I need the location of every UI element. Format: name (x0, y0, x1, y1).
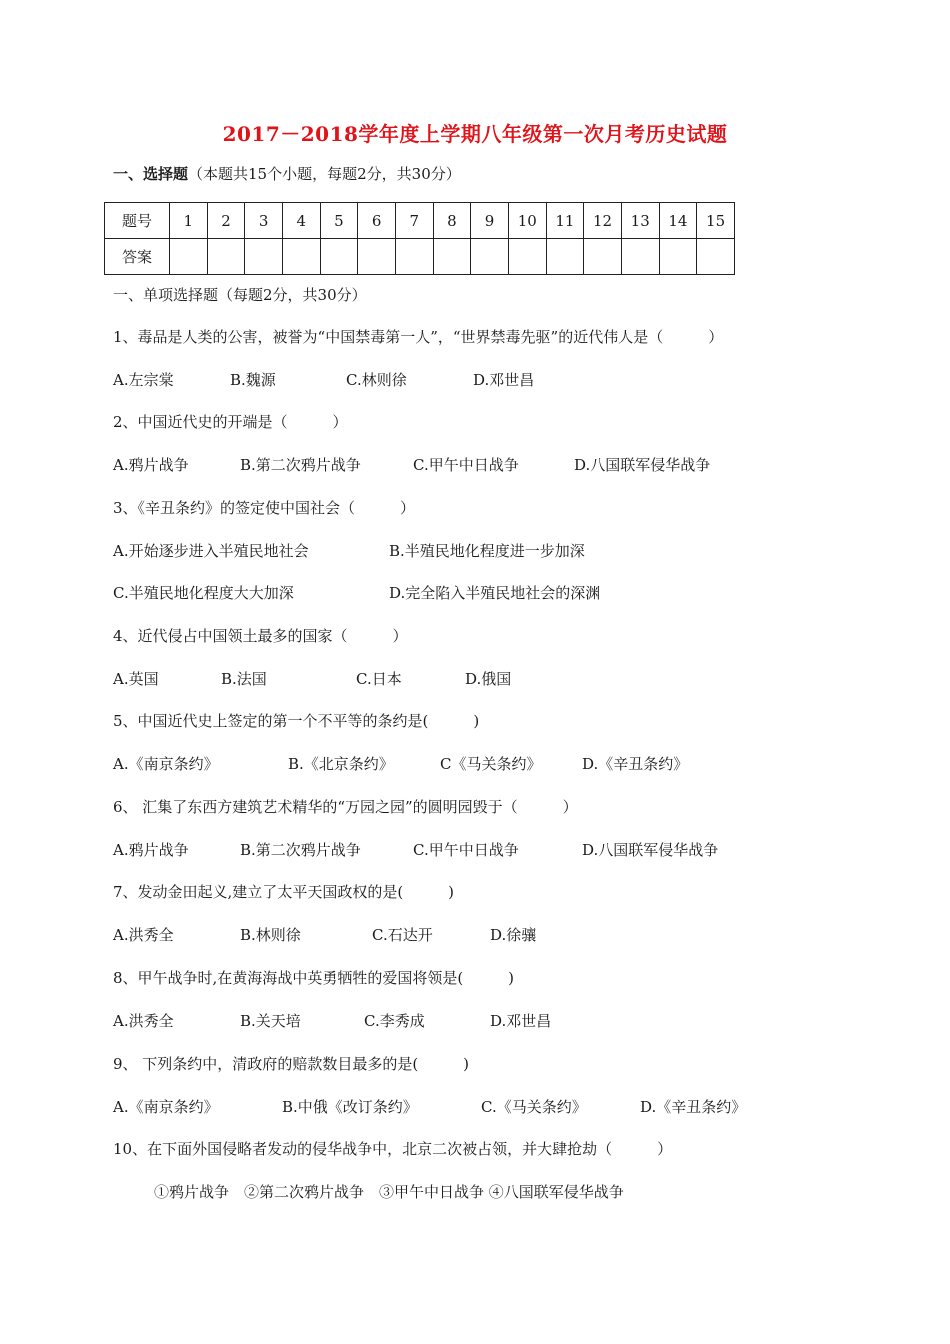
option: A.《南京条约》 (113, 755, 219, 773)
option: A.鸦片战争 (113, 456, 189, 474)
question-stem: 9、 下列条约中，清政府的赔款数目最多的是( ) (113, 1055, 470, 1073)
answer-cell[interactable] (170, 239, 208, 275)
option: B.魏源 (230, 371, 276, 389)
row-label: 答案 (105, 239, 170, 275)
option: C.李秀成 (364, 1012, 425, 1030)
number-cell: 7 (395, 203, 433, 239)
question-stem: 7、发动金田起义,建立了太平天国政权的是( ) (113, 883, 455, 901)
option: C.石达开 (372, 926, 433, 944)
answer-cell[interactable] (358, 239, 396, 275)
option: A.英国 (113, 670, 159, 688)
answer-cell[interactable] (395, 239, 433, 275)
question-stem: 6、 汇集了东西方建筑艺术精华的“万园之园”的圆明园毁于（ ） (113, 798, 578, 816)
question-number-row (105, 203, 735, 239)
option: A.洪秀全 (113, 926, 174, 944)
question-stem: 1、毒品是人类的公害，被誉为“中国禁毒第一人”，“世界禁毒先驱”的近代伟人是（ ） (113, 328, 724, 346)
option: A.开始逐步进入半殖民地社会 (113, 542, 309, 560)
number-cell: 3 (245, 203, 283, 239)
number-cell: 8 (433, 203, 471, 239)
number-cell: 6 (358, 203, 396, 239)
option: D.八国联军侵华战争 (582, 841, 719, 859)
answer-cell[interactable] (471, 239, 509, 275)
number-cell: 12 (584, 203, 622, 239)
question-stem: 3、《辛丑条约》的签定使中国社会（ ） (113, 499, 416, 517)
answer-cell[interactable] (433, 239, 471, 275)
answer-cell[interactable] (546, 239, 584, 275)
option: B.半殖民地化程度进一步加深 (389, 542, 585, 560)
section-lead: 一、选择题 (113, 165, 189, 183)
question-stem: 10、在下面外国侵略者发动的侵华战争中，北京二次被占领，并大肆抢劫（ ） (113, 1140, 673, 1158)
option: D.徐骧 (490, 926, 537, 944)
option: A.洪秀全 (113, 1012, 174, 1030)
answer-row (105, 239, 735, 275)
option: D.邓世昌 (490, 1012, 552, 1030)
number-cell: 10 (508, 203, 546, 239)
answer-cell[interactable] (207, 239, 245, 275)
answer-cell[interactable] (621, 239, 659, 275)
option: D.《辛丑条约》 (640, 1098, 747, 1116)
option: B.林则徐 (240, 926, 301, 944)
answer-cell[interactable] (584, 239, 622, 275)
option: B.第二次鸦片战争 (240, 456, 361, 474)
option: B.关天培 (240, 1012, 301, 1030)
answer-table (104, 202, 735, 275)
number-cell: 15 (697, 203, 735, 239)
question-stem: 8、甲午战争时,在黄海海战中英勇牺牲的爱国将领是( ) (113, 969, 515, 987)
section-heading (113, 163, 461, 184)
option: ①鸦片战争 ②第二次鸦片战争 ③甲午中日战争 ④八国联军侵华战争 (154, 1183, 624, 1201)
number-cell: 9 (471, 203, 509, 239)
number-cell: 14 (659, 203, 697, 239)
option: D.《辛丑条约》 (582, 755, 689, 773)
option: D.邓世昌 (473, 371, 535, 389)
question-stem: 4、近代侵占中国领土最多的国家（ ） (113, 627, 408, 645)
option: B.第二次鸦片战争 (240, 841, 361, 859)
option: C.甲午中日战争 (413, 456, 519, 474)
option: B.法国 (221, 670, 267, 688)
option: C.日本 (356, 670, 402, 688)
option: B.《北京条约》 (288, 755, 394, 773)
answer-cell[interactable] (697, 239, 735, 275)
number-cell: 5 (320, 203, 358, 239)
subsection-heading: 一、单项选择题（每题2分，共30分） (113, 286, 367, 304)
number-cell: 1 (170, 203, 208, 239)
question-stem: 2、中国近代史的开端是（ ） (113, 413, 348, 431)
option: C.半殖民地化程度大大加深 (113, 584, 294, 602)
option: C《马关条约》 (440, 755, 542, 773)
number-cell: 13 (621, 203, 659, 239)
number-cell: 4 (282, 203, 320, 239)
answer-cell[interactable] (282, 239, 320, 275)
number-cell: 11 (546, 203, 584, 239)
number-cell: 2 (207, 203, 245, 239)
option: D.完全陷入半殖民地社会的深渊 (389, 584, 601, 602)
option: B.中俄《改订条约》 (282, 1098, 418, 1116)
section-note: （本题共15个小题，每题2分，共30分） (188, 165, 461, 183)
option: C.甲午中日战争 (413, 841, 519, 859)
question-stem: 5、中国近代史上签定的第一个不平等的条约是( ) (113, 712, 480, 730)
answer-cell[interactable] (320, 239, 358, 275)
answer-cell[interactable] (245, 239, 283, 275)
row-label: 题号 (105, 203, 170, 239)
answer-cell[interactable] (508, 239, 546, 275)
answer-cell[interactable] (659, 239, 697, 275)
option: A.《南京条约》 (113, 1098, 219, 1116)
exam-title: 2017－2018学年度上学期八年级第一次月考历史试题 (222, 122, 728, 146)
option: A.鸦片战争 (113, 841, 189, 859)
option: A.左宗棠 (113, 371, 174, 389)
option: C.《马关条约》 (481, 1098, 587, 1116)
option: D.俄国 (465, 670, 512, 688)
option: C.林则徐 (346, 371, 407, 389)
option: D.八国联军侵华战争 (574, 456, 711, 474)
